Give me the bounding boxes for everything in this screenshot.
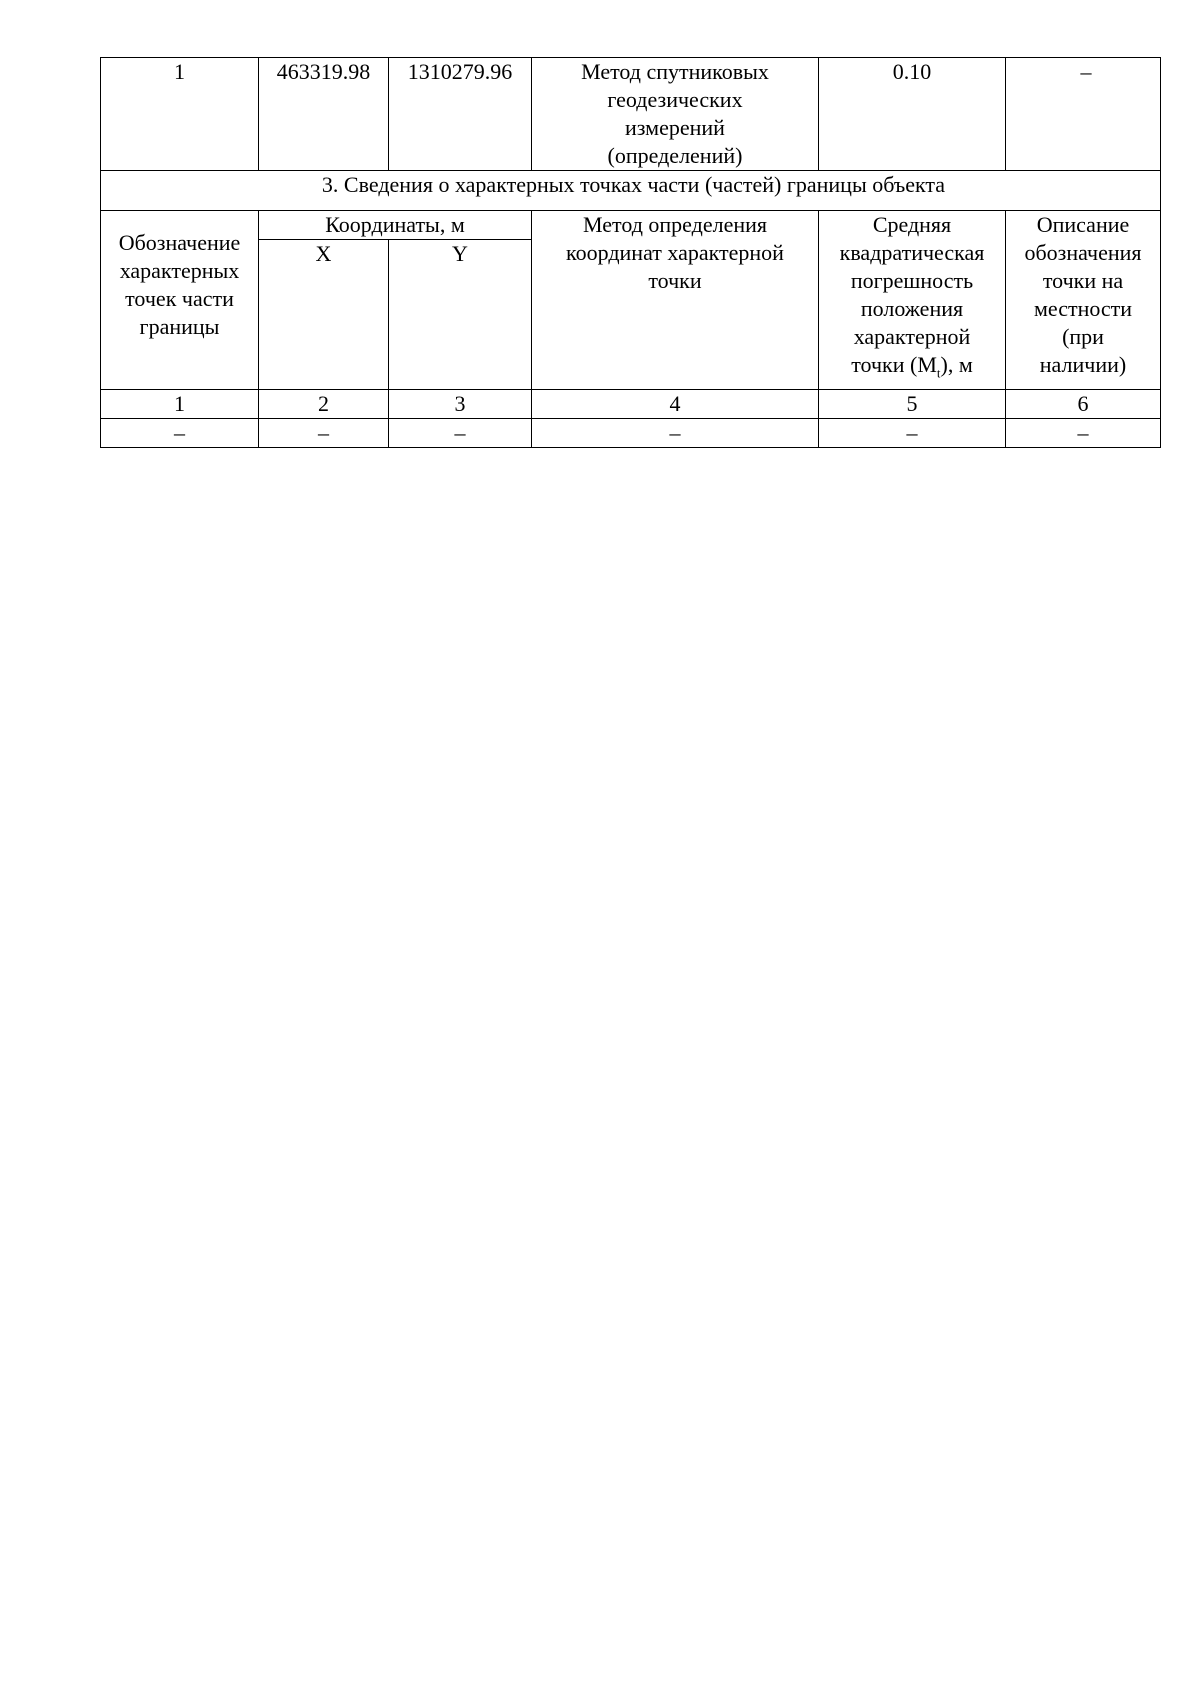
error-cell: 0.10 bbox=[819, 58, 1006, 171]
column-number: 5 bbox=[819, 390, 1006, 419]
section-title: 3. Сведения о характерных точках части (частей) границы объекта bbox=[101, 171, 1161, 211]
header-designation bbox=[101, 211, 259, 390]
header-row bbox=[101, 211, 1161, 240]
method-line: измерений bbox=[625, 115, 725, 140]
x-coordinate-cell: 463319.98 bbox=[259, 58, 389, 171]
boundary-points-table bbox=[100, 57, 1161, 448]
description-cell: – bbox=[1006, 58, 1161, 171]
column-number: 1 bbox=[101, 390, 259, 419]
header-method bbox=[532, 211, 819, 390]
header-y: Y bbox=[389, 240, 532, 390]
column-numbers-row bbox=[101, 390, 1161, 419]
column-number: 4 bbox=[532, 390, 819, 419]
empty-cell: – bbox=[819, 419, 1006, 448]
y-coordinate-cell: 1310279.96 bbox=[389, 58, 532, 171]
header-method-line: точки bbox=[648, 268, 702, 293]
method-cell bbox=[532, 58, 819, 171]
empty-cell: – bbox=[532, 419, 819, 448]
header-x: X bbox=[259, 240, 389, 390]
header-description-line: обозначения bbox=[1024, 240, 1142, 265]
header-description bbox=[1006, 211, 1161, 390]
header-description-line: (при bbox=[1062, 324, 1104, 349]
header-error-line: характерной bbox=[853, 324, 971, 349]
table-row bbox=[101, 58, 1161, 171]
column-number: 3 bbox=[389, 390, 532, 419]
header-error-line: положения bbox=[860, 296, 964, 321]
method-line: Метод спутниковых bbox=[581, 59, 769, 84]
header-coordinates: Координаты, м bbox=[259, 211, 532, 240]
header-error-line: Средняя bbox=[872, 212, 952, 237]
empty-cell: – bbox=[1006, 419, 1161, 448]
header-error-line-last: точки $(M_t)$, м bbox=[851, 352, 973, 381]
table-row bbox=[101, 419, 1161, 448]
section-title-row bbox=[101, 171, 1161, 211]
method-line: (определений) bbox=[607, 143, 743, 168]
header-description-line: Описание bbox=[1036, 212, 1130, 237]
header-error bbox=[819, 211, 1006, 390]
empty-cell: – bbox=[259, 419, 389, 448]
header-method-line: координат характерной bbox=[566, 240, 784, 265]
header-description-line: точки на bbox=[1042, 268, 1124, 293]
header-designation-line: характерных bbox=[119, 258, 240, 283]
point-number-cell: 1 bbox=[101, 58, 259, 171]
empty-cell: – bbox=[101, 419, 259, 448]
header-designation-line: границы bbox=[139, 314, 220, 339]
header-error-line: погрешность bbox=[850, 268, 974, 293]
header-description-line: местности bbox=[1033, 296, 1133, 321]
column-number: 6 bbox=[1006, 390, 1161, 419]
empty-cell: – bbox=[389, 419, 532, 448]
header-method-line: Метод определения bbox=[582, 212, 768, 237]
method-line: геодезических bbox=[607, 87, 743, 112]
header-error-line: квадратическая bbox=[839, 240, 985, 265]
header-designation-line: Обозначение bbox=[118, 230, 241, 255]
header-designation-line: точек части bbox=[125, 286, 234, 311]
column-number: 2 bbox=[259, 390, 389, 419]
header-description-line: наличии) bbox=[1039, 352, 1127, 377]
